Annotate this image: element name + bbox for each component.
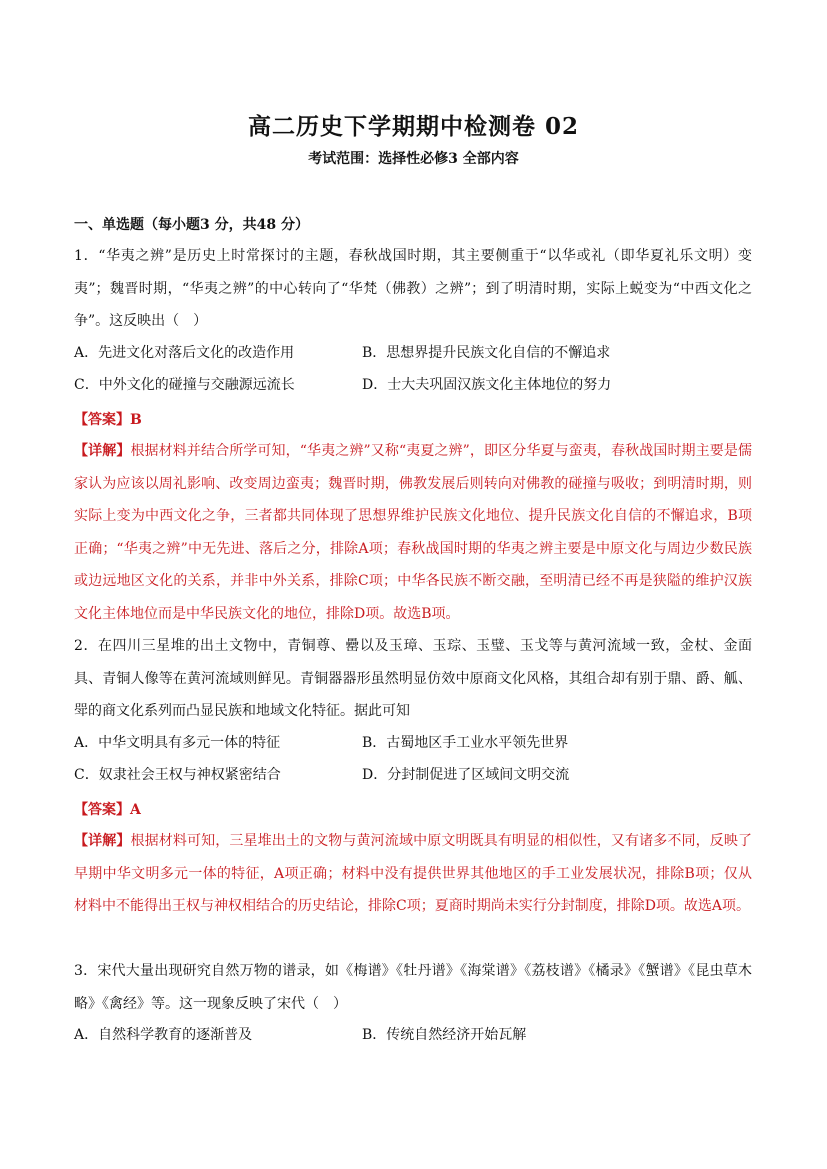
page-title: 高二历史下学期期中检测卷 02 [247, 113, 579, 140]
question-2-answer: 【答案】A [74, 802, 141, 818]
explanation-text: 根据材料可知，三星堆出土的文物与黄河流域中原文明既具有明显的相似性，又有诸多不同，反映了早期中华文明多元一体的特征，A项正确；材料中没有提供世界其他地区的手工业发展状况，排除B项；仅从材料中不能得出王权与神权相结合的历史结论，排除C项；夏商时期尚未实行分封制度，排除D项。故选A项。 [74, 833, 753, 915]
question-2-explanation [74, 825, 752, 923]
explanation-text: 根据材料并结合所学可知，“华夷之辨”又称“夷夏之辨”，即区分华夏与蛮夷，春秋战国时期主要是儒家认为应该以周礼影响、改变周边蛮夷；魏晋时期，佛教发展后则转向对佛教的碰撞与吸收；到明清时期，则实际上变为中西文化之争，三者都共同体现了思想界维护民族文化地位、提升民族文化自信的不懈追求，B项正确；“华夷之辨”中无先进、落后之分，排除A项；春秋战国时期的华夷之辨主要是中原文化与周边少数民族或边远地区文化的关系，并非中外关系，排除C项；中华各民族不断交融，至明清已经不再是狭隘的维护汉族文化主体地位而是中华民族文化的地位，排除D项。故选B项。 [74, 443, 752, 622]
question-2-option-a: A．中华文明具有多元一体的特征 [74, 735, 281, 751]
explanation-tag: 【详解】 [74, 443, 131, 459]
section-heading: 一、单选题（每小题3 分，共48 分） [74, 217, 309, 233]
question-1-stem: 1．“华夷之辨”是历史上时常探讨的主题，春秋战国时期，其主要侧重于“以华或礼（即华夏礼乐文明）变夷”；魏晋时期，“华夷之辨”的中心转向了“华梵（佛教）之辨”；到了明清时期，实际上蜕变为“中西文化之争”。这反映出（ ） [74, 248, 752, 330]
question-1-explanation [74, 435, 752, 631]
question-2-option-d: D．分封制促进了区域间文明交流 [362, 767, 570, 783]
explanation-tag: 【详解】 [74, 833, 131, 849]
question-2-stem: 2．在四川三星堆的出土文物中，青铜尊、罍以及玉璋、玉琮、玉璧、玉戈等与黄河流域一致，金杖、金面具、青铜人像等在黄河流域则鲜见。青铜器器形虽然明显仿效中原商文化风格，其组合却有别于鼎、爵、觚、斝的商文化系列而凸显民族和地域文化特征。据此可知 [74, 638, 752, 720]
question-1-answer: 【答案】B [74, 412, 142, 428]
question-3-stem: 3．宋代大量出现研究自然万物的谱录，如《梅谱》《牡丹谱》《海棠谱》《荔枝谱》《橘录》《蟹谱》《昆虫草木略》《禽经》等。这一现象反映了宋代（ ） [74, 963, 752, 1012]
question-1-option-c: C．中外文化的碰撞与交融源远流长 [74, 377, 295, 393]
question-2-option-b: B．古蜀地区手工业水平领先世界 [362, 735, 569, 751]
question-2-option-c: C．奴隶社会王权与神权紧密结合 [74, 767, 281, 783]
exam-scope: 考试范围：选择性必修3 全部内容 [308, 151, 519, 167]
question-3-option-b: B．传统自然经济开始瓦解 [362, 1027, 527, 1043]
question-3-option-a: A．自然科学教育的逐渐普及 [74, 1027, 253, 1043]
question-1-option-a: A．先进文化对落后文化的改造作用 [74, 345, 295, 361]
question-1-option-b: B．思想界提升民族文化自信的不懈追求 [362, 345, 611, 361]
question-1-option-d: D．士大夫巩固汉族文化主体地位的努力 [362, 377, 612, 393]
